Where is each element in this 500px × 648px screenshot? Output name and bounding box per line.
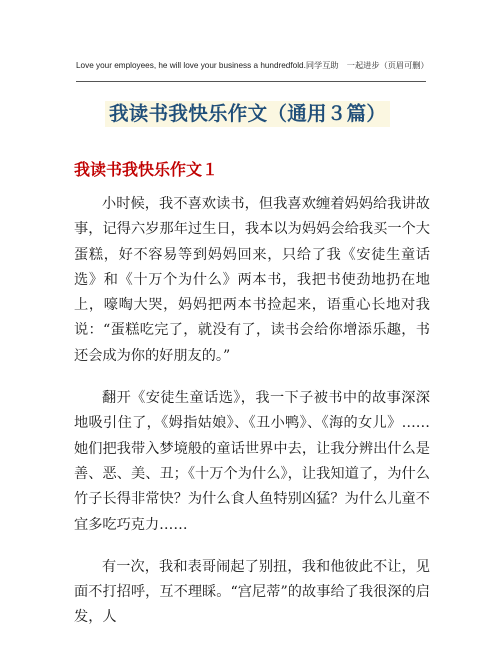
header-divider (76, 81, 426, 82)
body-text (74, 192, 430, 648)
paragraph: 有一次，我和表哥闹起了别扭，我和他彼此不让，见面不打招呼，互不理睬。“宫尼蒂”的故事给了我很深的启发，人 (74, 558, 430, 626)
paragraph: 小时候，我不喜欢读书，但我喜欢缠着妈妈给我讲故事，记得六岁那年过生日，我本以为妈妈会给我买一个大蛋糕，好不容易等到妈妈回来，只给了我《安徒生童话选》和《十万个为什么》两本书，我把书使劲地扔在地上，嚎啕大哭，妈妈把两本书捡起来，语重心长地对我说：“蛋糕吃完了，就没有了，读书会给你增添乐趣，书还会成为你的好朋友的。” (74, 196, 430, 364)
page-header: Love your employees, he will love your business a hundredfold.同学互助 一起进步（页眉可删） (76, 61, 429, 70)
section-heading: 我读书我快乐作文１ (74, 160, 219, 179)
paragraph: 翻开《安徒生童话选》，我一下子被书中的故事深深地吸引住了，《姆指姑娘》、《丑小鸭》、《海的女儿》……她们把我带入梦境般的童话世界中去，让我分辨出什么是善、恶、美、丑；《十万个为什么》，让我知道了，为什么竹子长得非常快？为什么食人鱼特别凶猛？为什么儿童不宜多吃巧克力…… (74, 390, 430, 533)
document-title: 我读书我快乐作文（通用３篇） (105, 101, 390, 127)
